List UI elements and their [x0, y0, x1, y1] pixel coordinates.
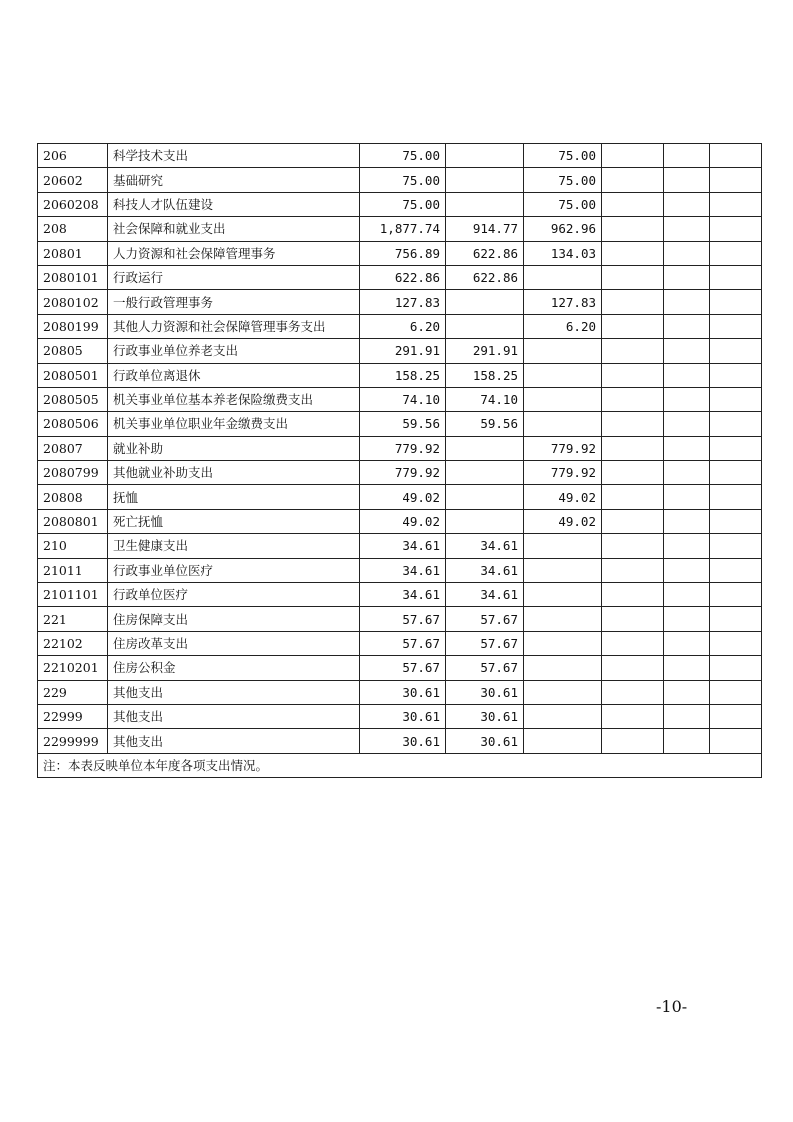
cell-total: 779.92	[360, 461, 446, 485]
table-row	[38, 339, 762, 363]
cell-empty	[664, 217, 710, 241]
cell-empty	[602, 265, 664, 289]
cell-code: 20602	[38, 168, 108, 192]
table-row	[38, 314, 762, 338]
cell-empty	[664, 363, 710, 387]
cell-empty	[664, 144, 710, 168]
cell-name: 行政单位离退休	[108, 363, 360, 387]
table-row	[38, 387, 762, 411]
cell-code: 221	[38, 607, 108, 631]
cell-code: 2080501	[38, 363, 108, 387]
cell-basic: 158.25	[446, 363, 524, 387]
cell-code: 2080102	[38, 290, 108, 314]
cell-empty	[602, 314, 664, 338]
cell-empty	[710, 241, 762, 265]
cell-empty	[664, 509, 710, 533]
cell-code: 208	[38, 217, 108, 241]
cell-name: 死亡抚恤	[108, 509, 360, 533]
cell-empty	[602, 168, 664, 192]
cell-basic	[446, 461, 524, 485]
cell-empty	[710, 485, 762, 509]
cell-name: 基础研究	[108, 168, 360, 192]
cell-code: 2060208	[38, 192, 108, 216]
cell-project	[524, 583, 602, 607]
cell-code: 2080506	[38, 412, 108, 436]
cell-empty	[602, 558, 664, 582]
cell-name: 行政事业单位养老支出	[108, 339, 360, 363]
cell-empty	[710, 314, 762, 338]
cell-code: 206	[38, 144, 108, 168]
cell-empty	[710, 461, 762, 485]
cell-empty	[602, 534, 664, 558]
cell-empty	[710, 729, 762, 753]
table-row	[38, 558, 762, 582]
cell-empty	[710, 217, 762, 241]
cell-name: 其他支出	[108, 680, 360, 704]
cell-name: 行政事业单位医疗	[108, 558, 360, 582]
table-row	[38, 461, 762, 485]
cell-empty	[710, 534, 762, 558]
cell-code: 22102	[38, 631, 108, 655]
page-number: -10-	[656, 997, 688, 1016]
cell-empty	[710, 583, 762, 607]
table-row	[38, 217, 762, 241]
cell-project	[524, 704, 602, 728]
cell-code: 2080199	[38, 314, 108, 338]
cell-total: 74.10	[360, 387, 446, 411]
cell-empty	[664, 680, 710, 704]
cell-empty	[664, 241, 710, 265]
cell-total: 57.67	[360, 607, 446, 631]
table-row	[38, 265, 762, 289]
cell-total: 34.61	[360, 558, 446, 582]
cell-basic: 34.61	[446, 558, 524, 582]
cell-empty	[664, 704, 710, 728]
cell-empty	[710, 290, 762, 314]
cell-total: 30.61	[360, 729, 446, 753]
table-row	[38, 363, 762, 387]
table-row	[38, 509, 762, 533]
cell-empty	[710, 509, 762, 533]
expenditure-table	[37, 143, 762, 778]
cell-total: 75.00	[360, 192, 446, 216]
table-body	[38, 144, 762, 754]
cell-project: 779.92	[524, 436, 602, 460]
cell-total: 57.67	[360, 656, 446, 680]
cell-empty	[602, 290, 664, 314]
cell-name: 其他支出	[108, 729, 360, 753]
table-row	[38, 607, 762, 631]
cell-code: 20805	[38, 339, 108, 363]
cell-empty	[664, 290, 710, 314]
cell-total: 75.00	[360, 168, 446, 192]
cell-code: 210	[38, 534, 108, 558]
cell-total: 75.00	[360, 144, 446, 168]
cell-empty	[602, 241, 664, 265]
cell-empty	[664, 534, 710, 558]
cell-total: 49.02	[360, 509, 446, 533]
cell-project: 6.20	[524, 314, 602, 338]
cell-empty	[664, 387, 710, 411]
cell-project	[524, 412, 602, 436]
cell-empty	[664, 168, 710, 192]
cell-empty	[602, 461, 664, 485]
cell-empty	[602, 144, 664, 168]
cell-basic: 622.86	[446, 241, 524, 265]
cell-name: 行政运行	[108, 265, 360, 289]
cell-total: 756.89	[360, 241, 446, 265]
cell-basic: 30.61	[446, 704, 524, 728]
cell-project: 127.83	[524, 290, 602, 314]
cell-project: 962.96	[524, 217, 602, 241]
cell-total: 59.56	[360, 412, 446, 436]
cell-empty	[664, 607, 710, 631]
cell-empty	[664, 436, 710, 460]
cell-code: 2080505	[38, 387, 108, 411]
cell-empty	[602, 704, 664, 728]
cell-name: 就业补助	[108, 436, 360, 460]
cell-empty	[710, 339, 762, 363]
cell-empty	[602, 729, 664, 753]
cell-empty	[710, 436, 762, 460]
cell-total: 158.25	[360, 363, 446, 387]
cell-basic	[446, 192, 524, 216]
cell-code: 2299999	[38, 729, 108, 753]
cell-basic: 34.61	[446, 534, 524, 558]
table-row	[38, 656, 762, 680]
cell-project	[524, 631, 602, 655]
cell-project	[524, 387, 602, 411]
table-row	[38, 729, 762, 753]
cell-code: 20808	[38, 485, 108, 509]
cell-empty	[664, 631, 710, 655]
cell-empty	[602, 485, 664, 509]
cell-empty	[710, 558, 762, 582]
cell-basic: 34.61	[446, 583, 524, 607]
cell-basic: 30.61	[446, 729, 524, 753]
table-row	[38, 144, 762, 168]
table-row	[38, 192, 762, 216]
table-row	[38, 534, 762, 558]
cell-basic	[446, 485, 524, 509]
cell-empty	[602, 680, 664, 704]
cell-empty	[664, 583, 710, 607]
cell-empty	[602, 363, 664, 387]
cell-name: 机关事业单位基本养老保险缴费支出	[108, 387, 360, 411]
cell-empty	[664, 192, 710, 216]
cell-name: 抚恤	[108, 485, 360, 509]
table-row	[38, 290, 762, 314]
cell-project	[524, 656, 602, 680]
cell-basic: 30.61	[446, 680, 524, 704]
cell-total: 6.20	[360, 314, 446, 338]
table-row	[38, 631, 762, 655]
cell-name: 一般行政管理事务	[108, 290, 360, 314]
cell-empty	[710, 631, 762, 655]
cell-basic: 59.56	[446, 412, 524, 436]
table-row	[38, 241, 762, 265]
table-row	[38, 412, 762, 436]
cell-basic	[446, 436, 524, 460]
cell-code: 2210201	[38, 656, 108, 680]
cell-empty	[710, 704, 762, 728]
cell-project: 134.03	[524, 241, 602, 265]
cell-code: 20807	[38, 436, 108, 460]
cell-empty	[664, 314, 710, 338]
cell-empty	[602, 436, 664, 460]
cell-empty	[710, 412, 762, 436]
cell-empty	[602, 509, 664, 533]
table-note-row	[38, 753, 762, 777]
table-row	[38, 436, 762, 460]
cell-basic: 57.67	[446, 607, 524, 631]
cell-basic: 57.67	[446, 631, 524, 655]
cell-basic	[446, 168, 524, 192]
cell-basic	[446, 290, 524, 314]
cell-project: 779.92	[524, 461, 602, 485]
table-row	[38, 680, 762, 704]
cell-empty	[710, 607, 762, 631]
table-row	[38, 485, 762, 509]
cell-basic	[446, 509, 524, 533]
cell-name: 科学技术支出	[108, 144, 360, 168]
cell-empty	[664, 412, 710, 436]
cell-name: 住房改革支出	[108, 631, 360, 655]
cell-empty	[602, 192, 664, 216]
cell-total: 1,877.74	[360, 217, 446, 241]
cell-empty	[710, 656, 762, 680]
cell-name: 住房保障支出	[108, 607, 360, 631]
cell-project: 49.02	[524, 509, 602, 533]
cell-basic: 74.10	[446, 387, 524, 411]
cell-empty	[710, 680, 762, 704]
cell-code: 2080101	[38, 265, 108, 289]
cell-basic	[446, 144, 524, 168]
cell-project: 75.00	[524, 144, 602, 168]
cell-empty	[710, 192, 762, 216]
cell-basic	[446, 314, 524, 338]
cell-empty	[664, 729, 710, 753]
cell-empty	[602, 339, 664, 363]
cell-empty	[710, 265, 762, 289]
cell-basic: 622.86	[446, 265, 524, 289]
cell-name: 其他人力资源和社会保障管理事务支出	[108, 314, 360, 338]
cell-empty	[664, 656, 710, 680]
cell-name: 人力资源和社会保障管理事务	[108, 241, 360, 265]
cell-empty	[602, 607, 664, 631]
cell-code: 21011	[38, 558, 108, 582]
cell-empty	[664, 485, 710, 509]
cell-project: 75.00	[524, 168, 602, 192]
cell-code: 2101101	[38, 583, 108, 607]
cell-empty	[710, 387, 762, 411]
cell-empty	[602, 387, 664, 411]
cell-empty	[664, 265, 710, 289]
cell-code: 22999	[38, 704, 108, 728]
cell-code: 20801	[38, 241, 108, 265]
cell-total: 57.67	[360, 631, 446, 655]
cell-total: 622.86	[360, 265, 446, 289]
cell-name: 社会保障和就业支出	[108, 217, 360, 241]
table-note: 注：本表反映单位本年度各项支出情况。	[38, 753, 762, 777]
cell-project	[524, 339, 602, 363]
cell-code: 229	[38, 680, 108, 704]
cell-empty	[710, 144, 762, 168]
cell-empty	[664, 558, 710, 582]
table-row	[38, 704, 762, 728]
cell-project	[524, 363, 602, 387]
cell-project	[524, 558, 602, 582]
cell-name: 卫生健康支出	[108, 534, 360, 558]
cell-total: 291.91	[360, 339, 446, 363]
table-row	[38, 583, 762, 607]
cell-total: 49.02	[360, 485, 446, 509]
cell-basic: 914.77	[446, 217, 524, 241]
cell-project	[524, 534, 602, 558]
cell-empty	[602, 412, 664, 436]
cell-code: 2080801	[38, 509, 108, 533]
table-row	[38, 168, 762, 192]
cell-name: 住房公积金	[108, 656, 360, 680]
cell-name: 科技人才队伍建设	[108, 192, 360, 216]
cell-total: 34.61	[360, 534, 446, 558]
cell-name: 其他就业补助支出	[108, 461, 360, 485]
cell-total: 30.61	[360, 704, 446, 728]
cell-project	[524, 729, 602, 753]
cell-project: 75.00	[524, 192, 602, 216]
cell-basic: 57.67	[446, 656, 524, 680]
cell-empty	[602, 217, 664, 241]
cell-name: 行政单位医疗	[108, 583, 360, 607]
cell-basic: 291.91	[446, 339, 524, 363]
cell-total: 779.92	[360, 436, 446, 460]
cell-name: 其他支出	[108, 704, 360, 728]
cell-name: 机关事业单位职业年金缴费支出	[108, 412, 360, 436]
cell-empty	[664, 461, 710, 485]
cell-project: 49.02	[524, 485, 602, 509]
cell-total: 127.83	[360, 290, 446, 314]
cell-empty	[602, 656, 664, 680]
cell-empty	[710, 168, 762, 192]
cell-total: 30.61	[360, 680, 446, 704]
cell-total: 34.61	[360, 583, 446, 607]
cell-project	[524, 680, 602, 704]
cell-empty	[664, 339, 710, 363]
cell-empty	[602, 631, 664, 655]
cell-empty	[602, 583, 664, 607]
cell-project	[524, 265, 602, 289]
cell-project	[524, 607, 602, 631]
cell-empty	[710, 363, 762, 387]
cell-code: 2080799	[38, 461, 108, 485]
